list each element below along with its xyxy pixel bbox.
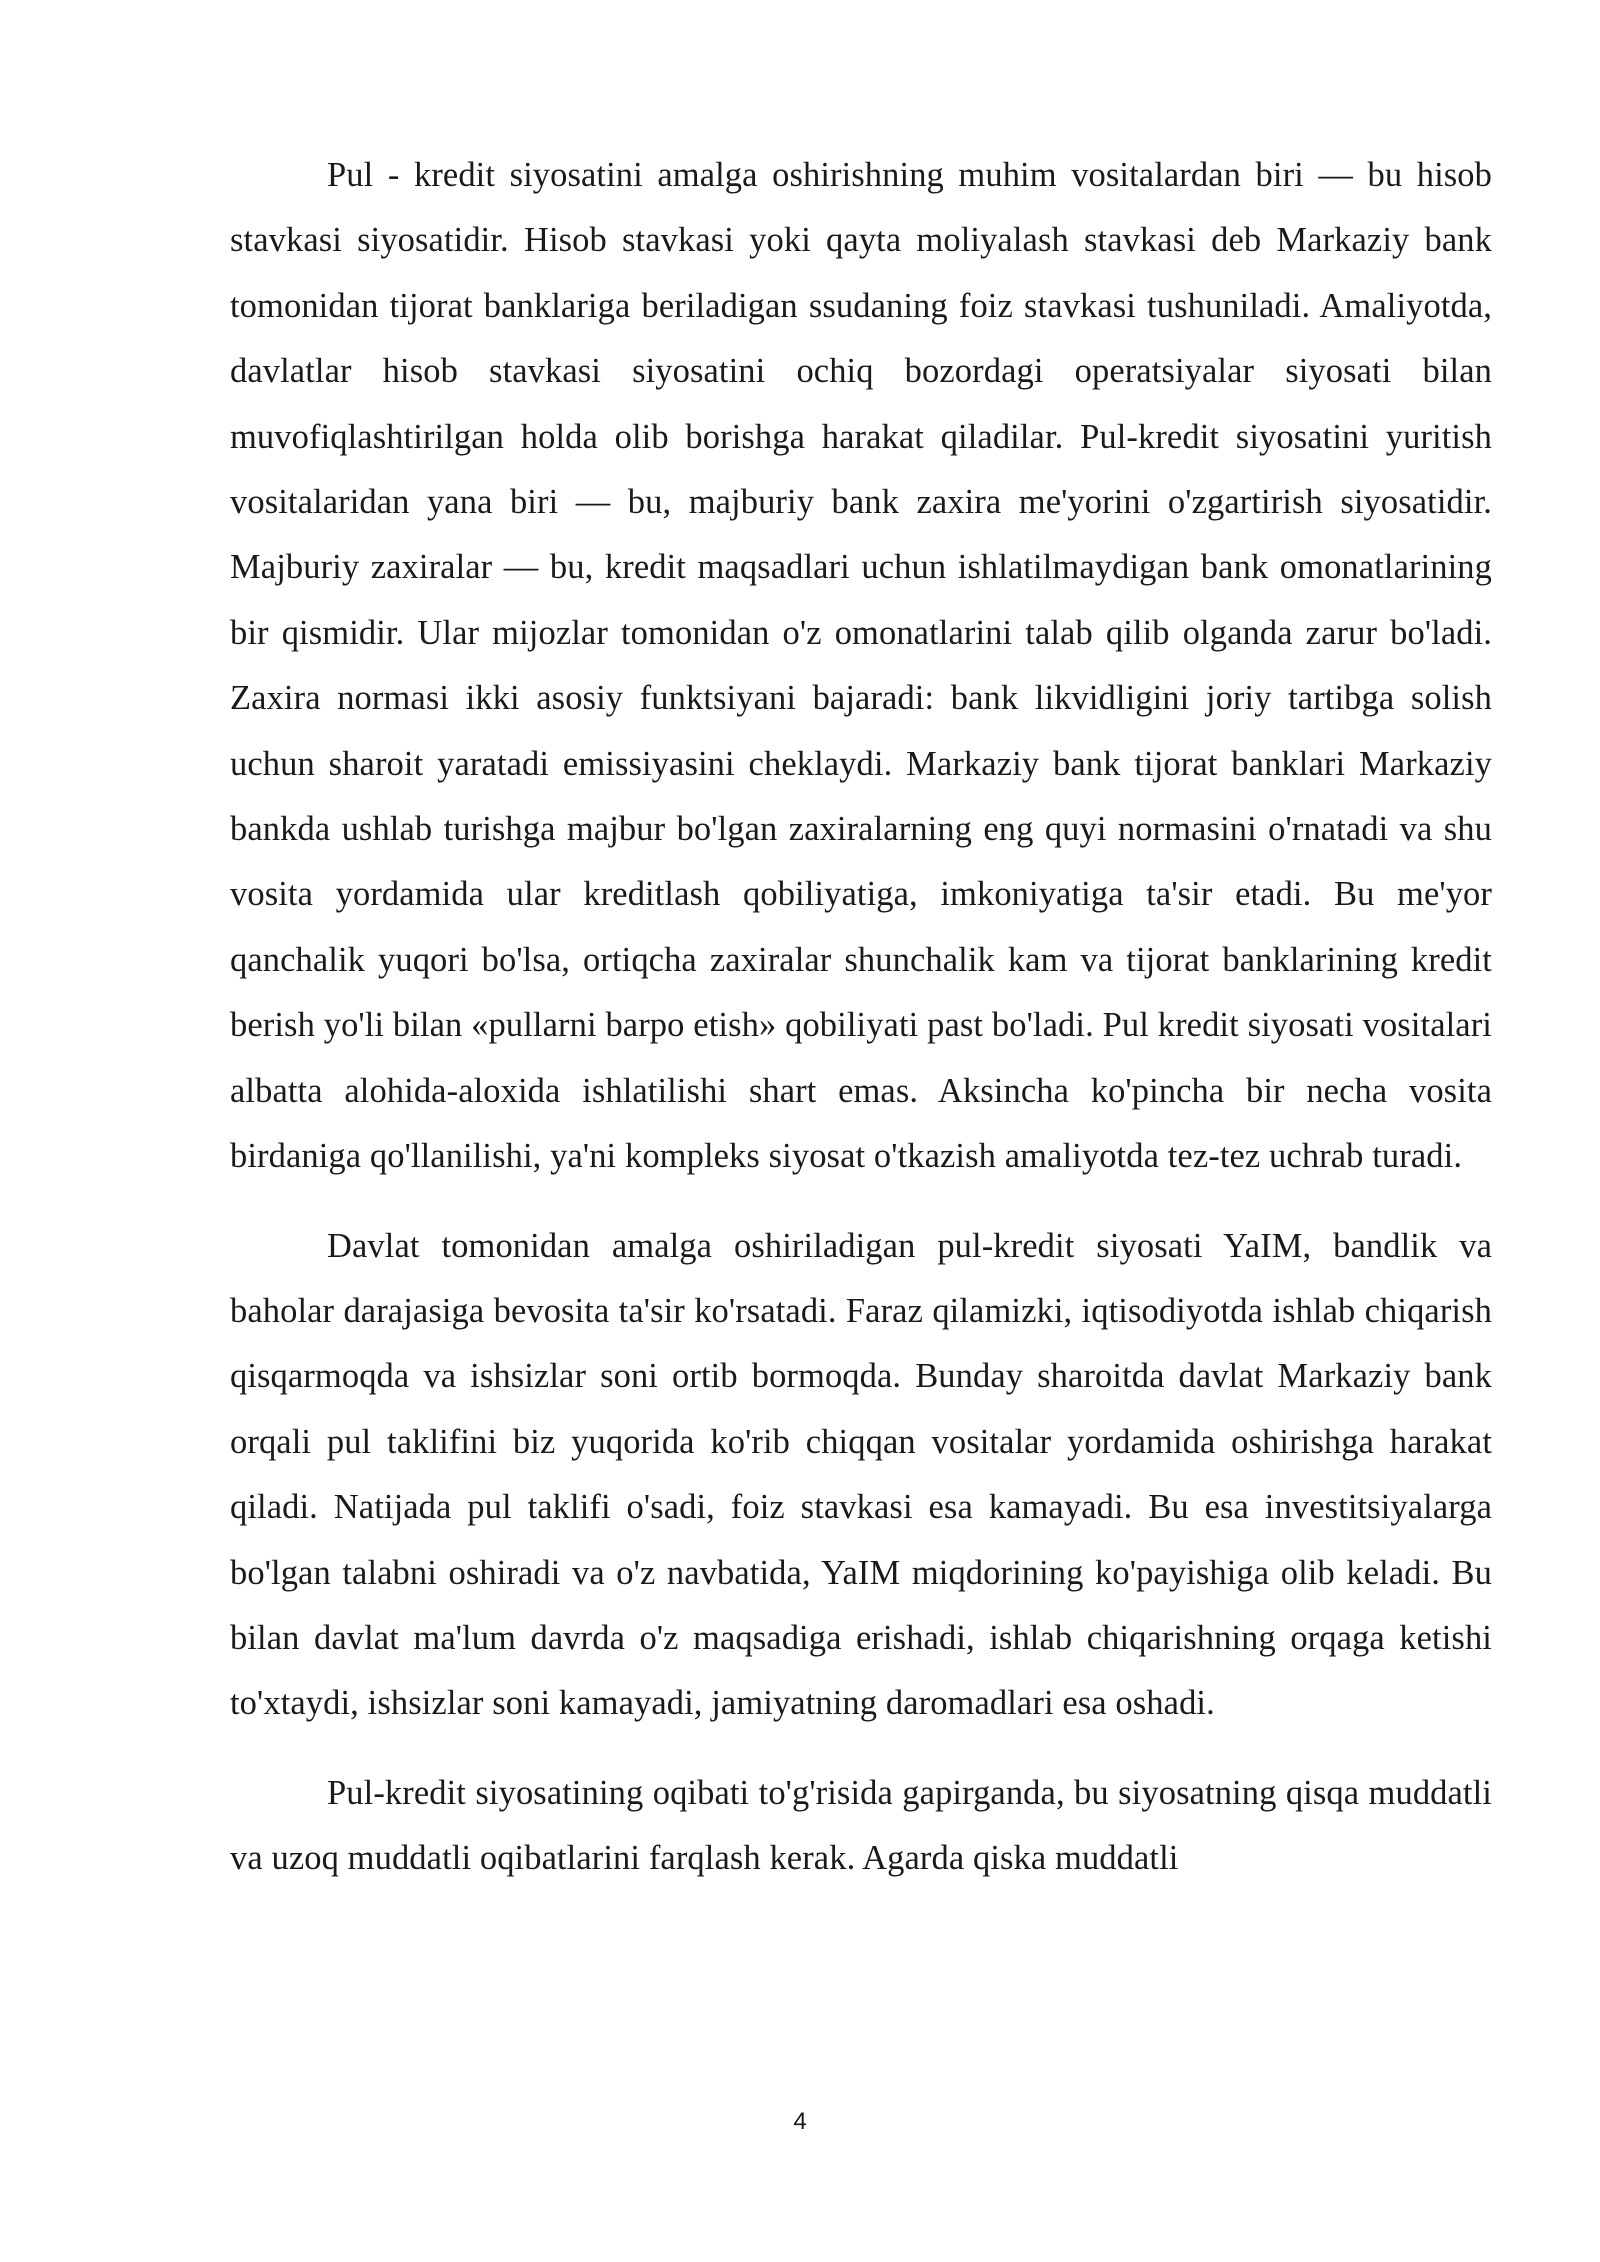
page-number: 4 xyxy=(793,2108,807,2135)
document-body xyxy=(230,143,1492,1916)
paragraph-1: Pul - kredit siyosatini amalga oshirishning muhim vositalardan biri — bu hisob stavkasi siyosatidir. Hisob stavkasi yoki qayta moliyalash stavkasi deb Markaziy bank tomonidan tijorat banklariga beriladigan ssudaning foiz stavkasi tushuniladi. Amaliyotda, davlatlar hisob stavkasi siyosatini ochiq bozordagi operatsiyalar siyosati bilan muvofiqlashtirilgan holda olib borishga harakat qiladilar. Pul-kredit siyosatini yuritish vositalaridan yana biri — bu, majburiy bank zaxira me'yorini o'zgartirish siyosatidir. Majburiy zaxiralar — bu, kredit maqsadlari uchun ishlatilmaydigan bank omonatlarining bir qismidir. Ular mijozlar tomonidan o'z omonatlarini talab qilib olganda zarur bo'ladi. Zaxira normasi ikki asosiy funktsiyani bajaradi: bank likvidligini joriy tartibga solish uchun sharoit yaratadi emissiyasini cheklaydi. Markaziy bank tijorat banklari Markaziy bankda ushlab turishga majbur bo'lgan zaxiralarning eng quyi normasini o'rnatadi va shu vosita yordamida ular kreditlash qobiliyatiga, imkoniyatiga ta'sir etadi. Bu me'yor qanchalik yuqori bo'lsa, ortiqcha zaxiralar shunchalik kam va tijorat banklarining kredit berish yo'li bilan «pullarni barpo etish» qobiliyati past bo'ladi. Pul kredit siyosati vositalari albatta alohida-aloxida ishlatilishi shart emas. Aksincha ko'pincha bir necha vosita birdaniga qo'llanilishi, ya'ni kompleks siyosat o'tkazish amaliyotda tez-tez uchrab turadi. xyxy=(230,156,1492,1176)
paragraph-2: Davlat tomonidan amalga oshiriladigan pul-kredit siyosati YaIM, bandlik va baholar darajasiga bevosita ta'sir ko'rsatadi. Faraz qilamizki, iqtisodiyotda ishlab chiqarish qisqarmoqda va ishsizlar soni ortib bormoqda. Bunday sharoitda davlat Markaziy bank orqali pul taklifini biz yuqorida ko'rib chiqqan vositalar yordamida oshirishga harakat qiladi. Natijada pul taklifi o'sadi, foiz stavkasi esa kamayadi. Bu esa investitsiyalarga bo'lgan talabni oshiradi va o'z navbatida, YaIM miqdorining ko'payishiga olib keladi. Bu bilan davlat ma'lum davrda o'z maqsadiga erishadi, ishlab chiqarishning orqaga ketishi to'xtaydi, ishsizlar soni kamayadi, jamiyatning daromadlari esa oshadi. xyxy=(230,1226,1492,1723)
paragraph-3: Pul-kredit siyosatining oqibati to'g'risida gapirganda, bu siyosatning qisqa muddatli va uzoq muddatli oqibatlarini farqlash kerak. Agarda qiska muddatli xyxy=(230,1773,1492,1878)
